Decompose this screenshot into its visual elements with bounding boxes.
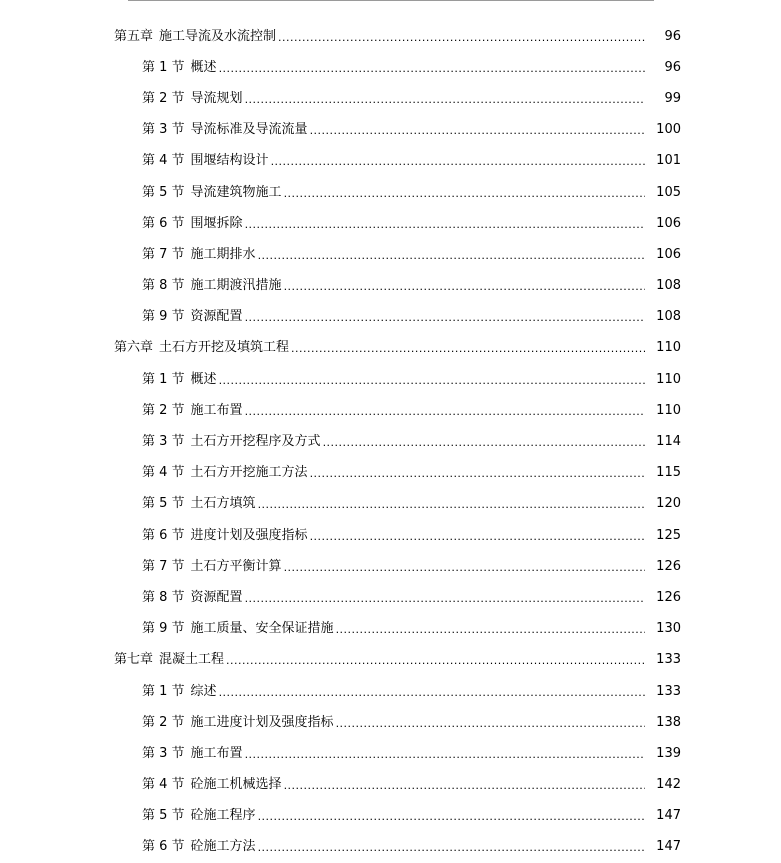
top-rule xyxy=(128,0,654,1)
toc-entry-number: 第七章 xyxy=(114,652,154,668)
table-of-contents xyxy=(0,21,781,863)
toc-entry-number: 第 9 节 xyxy=(142,309,185,325)
toc-entry-number: 第 2 节 xyxy=(142,402,185,418)
toc-entry-title: 施工期排水 xyxy=(190,246,256,262)
toc-section-entry[interactable] xyxy=(0,52,781,83)
toc-page-number: 142 xyxy=(656,777,681,793)
toc-entry-number: 第 8 节 xyxy=(142,278,185,294)
toc-section-entry[interactable] xyxy=(0,239,781,270)
toc-section-entry[interactable] xyxy=(0,582,781,613)
toc-entry-number: 第 1 节 xyxy=(142,59,185,75)
toc-section-entry[interactable] xyxy=(0,832,781,863)
toc-dot-leader xyxy=(284,278,645,294)
toc-dot-leader xyxy=(245,216,645,232)
toc-entry-title: 施工布置 xyxy=(190,745,243,761)
toc-page-number: 96 xyxy=(664,28,681,44)
toc-entry-title: 施工导流及水流控制 xyxy=(159,28,277,44)
toc-chapter-entry[interactable] xyxy=(0,645,781,676)
toc-dot-leader xyxy=(310,528,645,544)
toc-entry-number: 第 4 节 xyxy=(142,465,185,481)
toc-page-number: 139 xyxy=(656,745,681,761)
toc-page-number: 120 xyxy=(656,496,681,512)
toc-entry-number: 第 4 节 xyxy=(142,777,185,793)
toc-entry-number: 第 2 节 xyxy=(142,714,185,730)
toc-entry-title: 土石方填筑 xyxy=(190,496,256,512)
toc-section-entry[interactable] xyxy=(0,801,781,832)
toc-page-number: 106 xyxy=(656,215,681,231)
toc-dot-leader xyxy=(284,185,645,201)
toc-page-number: 101 xyxy=(656,153,681,169)
toc-dot-leader xyxy=(271,153,645,169)
toc-entry-number: 第 1 节 xyxy=(142,371,185,387)
toc-section-entry[interactable] xyxy=(0,426,781,457)
toc-page-number: 110 xyxy=(656,402,681,418)
toc-section-entry[interactable] xyxy=(0,302,781,333)
toc-page-number: 126 xyxy=(656,589,681,605)
toc-dot-leader xyxy=(258,839,645,855)
toc-page-number: 133 xyxy=(656,652,681,668)
toc-entry-number: 第 5 节 xyxy=(142,184,185,200)
toc-section-entry[interactable] xyxy=(0,520,781,551)
toc-section-entry[interactable] xyxy=(0,115,781,146)
toc-page-number: 100 xyxy=(656,122,681,138)
toc-entry-title: 土石方开挖及填筑工程 xyxy=(159,340,290,356)
toc-dot-leader xyxy=(219,372,645,388)
toc-dot-leader xyxy=(284,559,645,575)
toc-page-number: 99 xyxy=(664,90,681,106)
toc-section-entry[interactable] xyxy=(0,614,781,645)
toc-entry-number: 第 7 节 xyxy=(142,558,185,574)
toc-entry-title: 混凝土工程 xyxy=(159,652,225,668)
toc-entry-number: 第 4 节 xyxy=(142,153,185,169)
toc-page-number: 138 xyxy=(656,714,681,730)
toc-section-entry[interactable] xyxy=(0,458,781,489)
toc-dot-leader xyxy=(258,247,645,263)
toc-chapter-entry[interactable] xyxy=(0,21,781,52)
toc-section-entry[interactable] xyxy=(0,177,781,208)
toc-page-number: 110 xyxy=(656,340,681,356)
toc-entry-number: 第 5 节 xyxy=(142,496,185,512)
toc-entry-number: 第 9 节 xyxy=(142,621,185,637)
toc-entry-title: 资源配置 xyxy=(190,309,243,325)
toc-section-entry[interactable] xyxy=(0,364,781,395)
toc-entry-number: 第六章 xyxy=(114,340,154,356)
toc-entry-title: 砼施工程序 xyxy=(190,808,256,824)
toc-section-entry[interactable] xyxy=(0,676,781,707)
toc-section-entry[interactable] xyxy=(0,271,781,302)
toc-entry-number: 第 3 节 xyxy=(142,434,185,450)
toc-section-entry[interactable] xyxy=(0,489,781,520)
toc-page-number: 147 xyxy=(656,808,681,824)
toc-section-entry[interactable] xyxy=(0,208,781,239)
toc-page-number: 133 xyxy=(656,683,681,699)
toc-page-number: 147 xyxy=(656,839,681,855)
toc-dot-leader xyxy=(245,91,645,107)
toc-section-entry[interactable] xyxy=(0,707,781,738)
toc-dot-leader xyxy=(284,777,645,793)
toc-section-entry[interactable] xyxy=(0,770,781,801)
toc-dot-leader xyxy=(245,309,645,325)
toc-entry-number: 第 5 节 xyxy=(142,808,185,824)
toc-dot-leader xyxy=(245,746,645,762)
toc-entry-number: 第 6 节 xyxy=(142,527,185,543)
toc-entry-title: 土石方开挖施工方法 xyxy=(190,465,308,481)
toc-dot-leader xyxy=(310,465,645,481)
toc-dot-leader xyxy=(310,122,645,138)
toc-entry-title: 综述 xyxy=(190,683,217,699)
toc-section-entry[interactable] xyxy=(0,395,781,426)
toc-entry-title: 砼施工方法 xyxy=(190,839,256,855)
toc-entry-number: 第 1 节 xyxy=(142,683,185,699)
toc-page-number: 110 xyxy=(656,371,681,387)
toc-entry-title: 土石方平衡计算 xyxy=(190,558,282,574)
toc-entry-title: 导流标准及导流流量 xyxy=(190,122,308,138)
toc-entry-title: 概述 xyxy=(190,59,217,75)
toc-page-number: 106 xyxy=(656,246,681,262)
toc-dot-leader xyxy=(258,808,645,824)
toc-dot-leader xyxy=(219,684,645,700)
toc-entry-number: 第 6 节 xyxy=(142,215,185,231)
toc-entry-number: 第 2 节 xyxy=(142,90,185,106)
toc-chapter-entry[interactable] xyxy=(0,333,781,364)
toc-entry-title: 施工质量、安全保证措施 xyxy=(190,621,334,637)
toc-page-number: 108 xyxy=(656,309,681,325)
toc-entry-title: 土石方开挖程序及方式 xyxy=(190,434,321,450)
toc-dot-leader xyxy=(291,340,645,356)
toc-dot-leader xyxy=(258,496,645,512)
toc-entry-title: 概述 xyxy=(190,371,217,387)
toc-page-number: 126 xyxy=(656,558,681,574)
toc-section-entry[interactable] xyxy=(0,83,781,114)
toc-page-number: 105 xyxy=(656,184,681,200)
toc-page-number: 115 xyxy=(656,465,681,481)
toc-entry-number: 第 8 节 xyxy=(142,589,185,605)
toc-dot-leader xyxy=(245,590,645,606)
toc-entry-number: 第 7 节 xyxy=(142,246,185,262)
toc-dot-leader xyxy=(219,60,645,76)
toc-entry-number: 第 3 节 xyxy=(142,122,185,138)
toc-page-number: 125 xyxy=(656,527,681,543)
toc-dot-leader xyxy=(336,621,645,637)
toc-entry-title: 砼施工机械选择 xyxy=(190,777,282,793)
toc-entry-title: 资源配置 xyxy=(190,589,243,605)
toc-entry-title: 围堰拆除 xyxy=(190,215,243,231)
toc-page-number: 108 xyxy=(656,278,681,294)
toc-entry-title: 施工布置 xyxy=(190,402,243,418)
toc-page-number: 130 xyxy=(656,621,681,637)
toc-page-number: 114 xyxy=(656,434,681,450)
toc-entry-title: 导流建筑物施工 xyxy=(190,184,282,200)
toc-section-entry[interactable] xyxy=(0,146,781,177)
toc-page-number: 96 xyxy=(664,59,681,75)
toc-dot-leader xyxy=(323,434,645,450)
toc-dot-leader xyxy=(336,715,645,731)
toc-dot-leader xyxy=(226,652,645,668)
toc-dot-leader xyxy=(278,29,645,45)
toc-entry-number: 第 3 节 xyxy=(142,745,185,761)
toc-entry-number: 第五章 xyxy=(114,28,154,44)
toc-section-entry[interactable] xyxy=(0,551,781,582)
toc-entry-title: 施工进度计划及强度指标 xyxy=(190,714,334,730)
toc-entry-title: 导流规划 xyxy=(190,90,243,106)
toc-entry-title: 围堰结构设计 xyxy=(190,153,269,169)
toc-entry-title: 施工期渡汛措施 xyxy=(190,278,282,294)
toc-entry-number: 第 6 节 xyxy=(142,839,185,855)
toc-entry-title: 进度计划及强度指标 xyxy=(190,527,308,543)
toc-dot-leader xyxy=(245,403,645,419)
toc-section-entry[interactable] xyxy=(0,738,781,769)
